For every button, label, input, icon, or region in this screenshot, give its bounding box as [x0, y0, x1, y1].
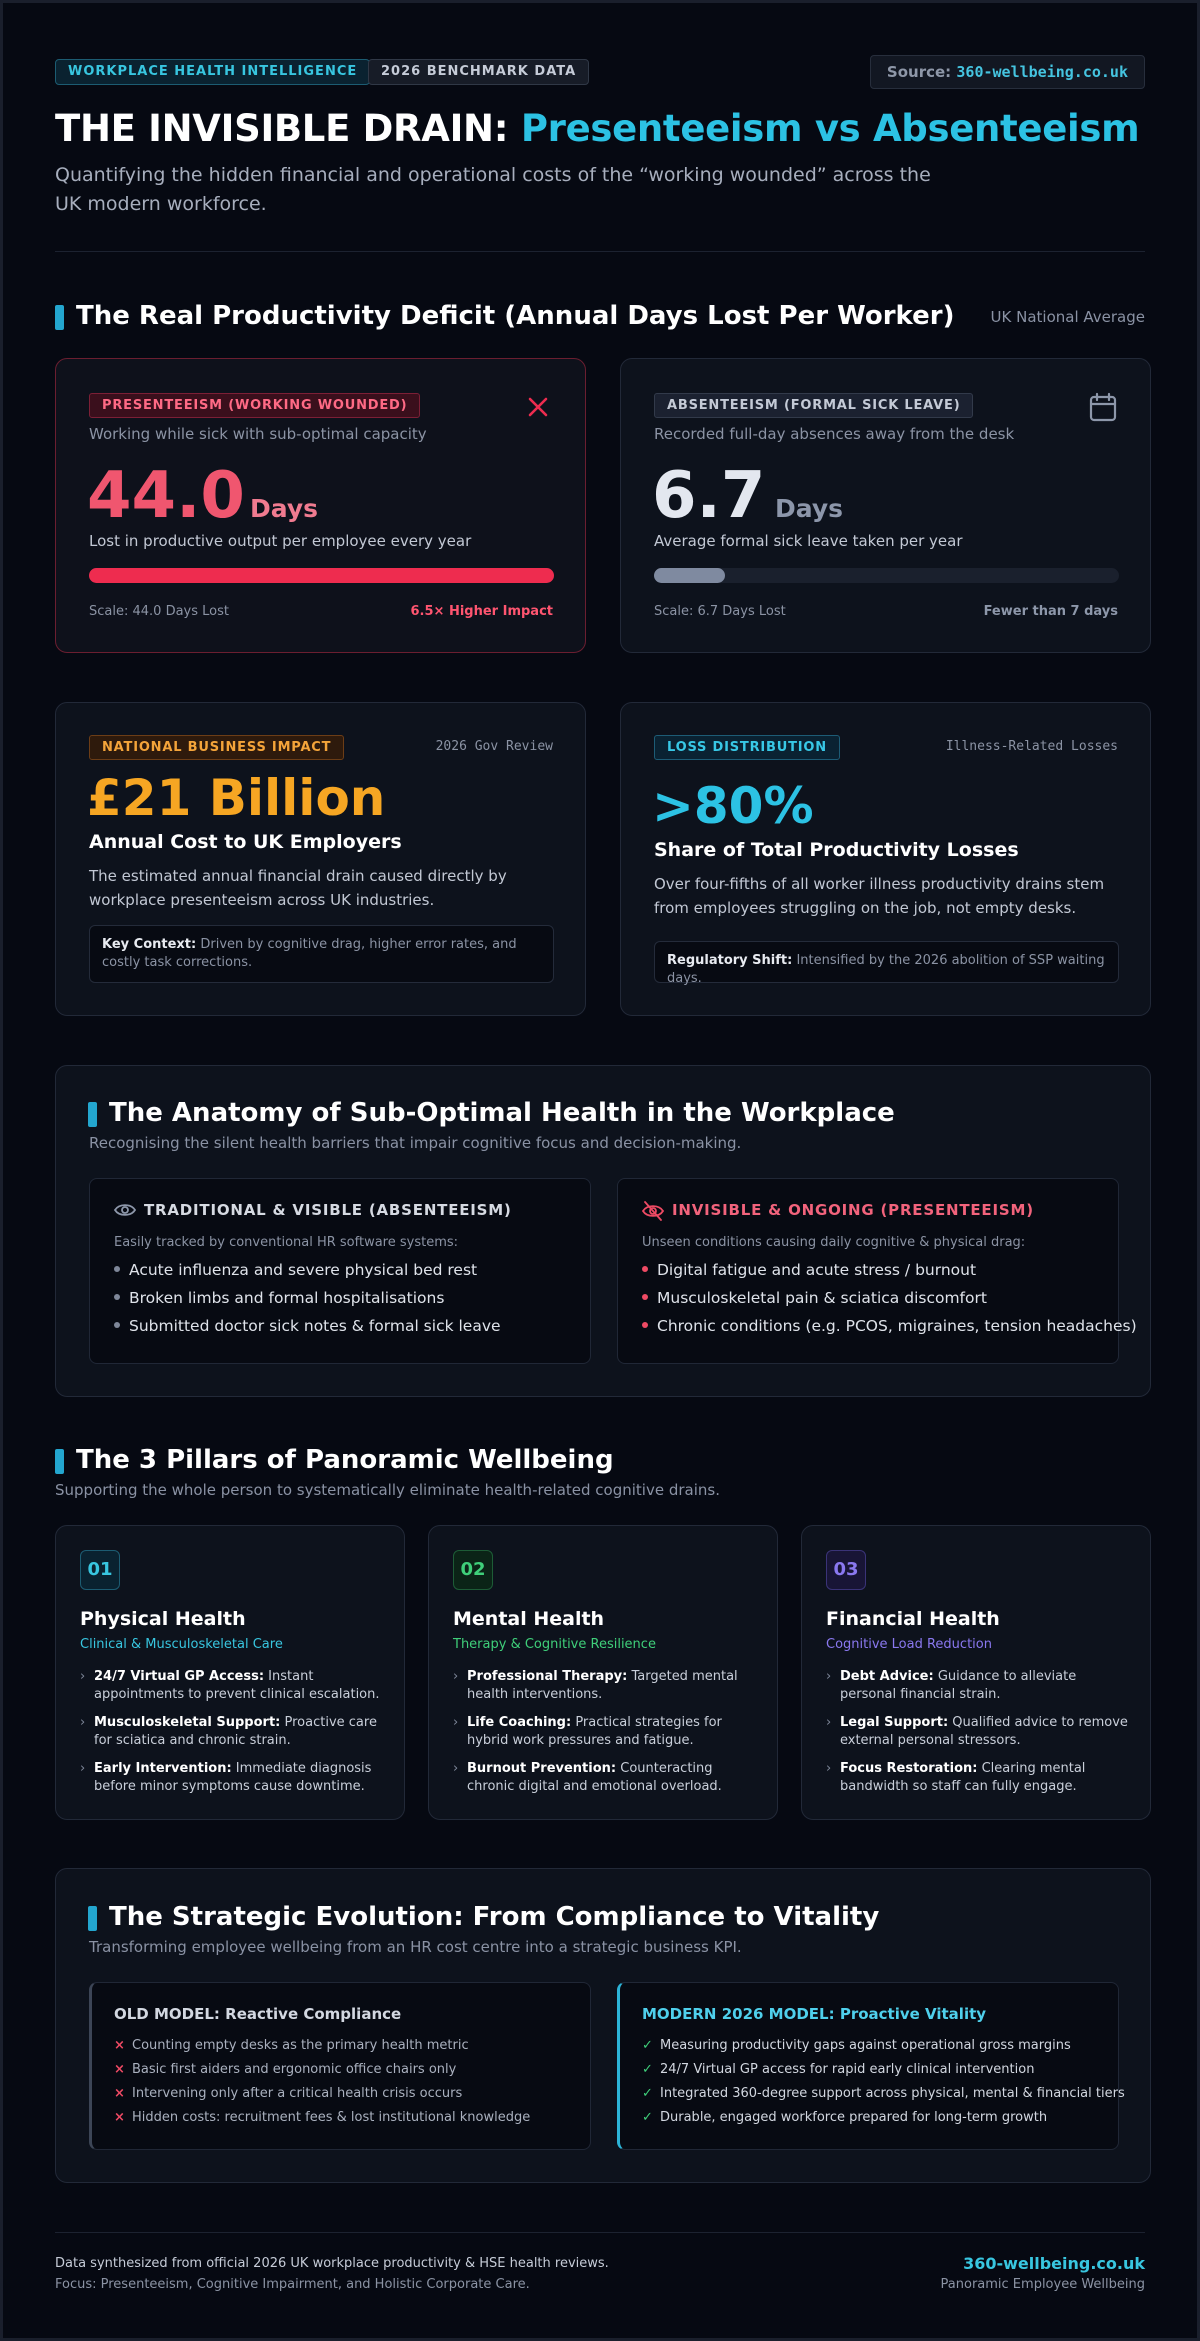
source-link[interactable]: 360-wellbeing.co.uk [956, 63, 1128, 81]
presenteeism-description: Working while sick with sub-optimal capacity [89, 425, 427, 443]
evolution-section [55, 1868, 1151, 2183]
pillars-title: The 3 Pillars of Panoramic Wellbeing [76, 1445, 614, 1475]
pillar-point: › Legal Support: Qualified advice to remove external personal stressors. [826, 1715, 1128, 1748]
anatomy-title: The Anatomy of Sub-Optimal Health in the Workplace [109, 1098, 895, 1128]
list-item: Acute influenza and severe physical bed rest [114, 1261, 477, 1279]
source-label: Source: [886, 63, 952, 81]
old-model-title: OLD MODEL: Reactive Compliance [114, 2005, 402, 2023]
evolution-title: The Strategic Evolution: From Compliance to Vitality [109, 1902, 880, 1932]
invisible-health-panel [617, 1178, 1137, 1364]
old-model-item: × Hidden costs: recruitment fees & lost institutional knowledge [114, 2110, 531, 2125]
business-impact-value: £21 Billion [87, 769, 386, 827]
anatomy-subtitle: Recognising the silent health barriers that impair cognitive focus and decision-making. [89, 1134, 742, 1152]
deficit-section-title: The Real Productivity Deficit (Annual Days Lost Per Worker) [76, 301, 955, 331]
pillars-subtitle: Supporting the whole person to systematically eliminate health-related cognitive drains. [55, 1481, 720, 1499]
x-icon [527, 396, 549, 418]
page-title-accent: Presenteeism vs Absenteeism [520, 107, 1140, 150]
pillar-card-physical [55, 1525, 405, 1820]
footer-divider [55, 2232, 1145, 2233]
footer-brand-link[interactable]: 360-wellbeing.co.uk [963, 2254, 1145, 2273]
deficit-section-scope: UK National Average [990, 308, 1145, 326]
page-subtitle: Quantifying the hidden financial and operational costs of the “working wounded” across the UK modern workforce. [55, 164, 931, 215]
pillar-point: › Life Coaching: Practical strategies for hybrid work pressures and fatigue. [453, 1715, 722, 1748]
business-impact-source: 2026 Gov Review [435, 739, 553, 754]
absenteeism-value: 6.7 [652, 459, 766, 533]
business-impact-note [89, 925, 554, 983]
pillar-title: Financial Health [826, 1608, 1000, 1630]
visible-health-intro: Easily tracked by conventional HR software systems: [114, 1235, 459, 1250]
modern-model-item: ✓ 24/7 Virtual GP access for rapid early clinical intervention [642, 2062, 1035, 2077]
section-marker [88, 1102, 97, 1127]
presenteeism-card [55, 358, 586, 653]
footer-focus-note: Focus: Presenteeism, Cognitive Impairment, and Holistic Corporate Care. [55, 2277, 530, 2292]
presenteeism-progress-fill [89, 568, 554, 583]
old-model-item: × Counting empty desks as the primary health metric [114, 2038, 469, 2053]
business-impact-note-text: Driven by cognitive drag, higher error rates, and costly task corrections. [102, 937, 517, 970]
loss-distribution-scope: Illness-Related Losses [945, 739, 1118, 754]
absenteeism-comparison: Fewer than 7 days [983, 604, 1118, 619]
list-item: Digital fatigue and acute stress / burnout [642, 1261, 976, 1279]
header-tag-primary: WORKPLACE HEALTH INTELLIGENCE [55, 59, 370, 85]
old-model-item: × Intervening only after a critical health crisis occurs [114, 2086, 463, 2101]
absenteeism-unit: Days [775, 494, 844, 523]
section-marker [88, 1906, 97, 1931]
list-item: Chronic conditions (e.g. PCOS, migraines, tension headaches) [642, 1317, 1137, 1335]
invisible-health-title: INVISIBLE & ONGOING (PRESENTEEISM) [672, 1201, 1034, 1219]
absenteeism-caption: Average formal sick leave taken per year [654, 532, 963, 550]
section-marker [55, 1449, 64, 1474]
loss-distribution-badge: LOSS DISTRIBUTION [654, 735, 840, 760]
pillar-point: › Early Intervention: Immediate diagnosis before minor symptoms cause downtime. [80, 1761, 372, 1794]
footer-brand-tagline: Panoramic Employee Wellbeing [940, 2277, 1145, 2292]
eye-icon [114, 1202, 136, 1218]
source-badge[interactable] [870, 55, 1145, 89]
pillar-point: › Professional Therapy: Targeted mental health interventions. [453, 1669, 738, 1702]
invisible-health-intro: Unseen conditions causing daily cognitive & physical drag: [642, 1235, 1026, 1250]
pillar-point: › Debt Advice: Guidance to alleviate personal financial strain. [826, 1669, 1077, 1702]
pillar-point: › Musculoskeletal Support: Proactive care for sciatica and chronic strain. [80, 1715, 377, 1748]
eye-off-icon [642, 1201, 664, 1221]
calendar-icon [1089, 392, 1117, 422]
header-tag-secondary: 2026 BENCHMARK DATA [368, 59, 589, 85]
list-item: Submitted doctor sick notes & formal sick leave [114, 1317, 501, 1335]
loss-distribution-note [654, 941, 1119, 986]
list-item: Musculoskeletal pain & sciatica discomfort [642, 1289, 987, 1307]
section-marker [55, 305, 64, 330]
business-impact-title: Annual Cost to UK Employers [89, 831, 402, 853]
modern-model-title: MODERN 2026 MODEL: Proactive Vitality [642, 2005, 987, 2023]
page-title [55, 107, 1139, 150]
presenteeism-badge: PRESENTEEISM (WORKING WOUNDED) [89, 393, 420, 418]
pillar-card-mental [428, 1525, 778, 1820]
business-impact-body: The estimated annual financial drain caused directly by workplace presenteeism across UK industries. [89, 867, 507, 909]
absenteeism-badge: ABSENTEEISM (FORMAL SICK LEAVE) [654, 393, 973, 418]
business-impact-card [55, 702, 586, 1016]
presenteeism-progress-track [89, 568, 554, 583]
absenteeism-description: Recorded full-day absences away from the desk [654, 425, 1015, 443]
list-item: Broken limbs and formal hospitalisations [114, 1289, 444, 1307]
pillar-title: Physical Health [80, 1608, 246, 1630]
pillar-point: › Focus Restoration: Clearing mental bandwidth so staff can fully engage. [826, 1761, 1086, 1794]
loss-distribution-note-text: Intensified by the 2026 abolition of SSP waiting days. [667, 953, 1105, 986]
loss-distribution-value: >80% [652, 777, 814, 835]
modern-model-item: ✓ Integrated 360-degree support across physical, mental & financial tiers [642, 2086, 1125, 2101]
absenteeism-progress-track [654, 568, 1119, 583]
loss-distribution-body: Over four-fifths of all worker illness productivity drains stem from employees struggling on the job, not empty desks. [654, 875, 1105, 917]
pillar-subtitle: Therapy & Cognitive Resilience [453, 1637, 656, 1652]
pillar-point: › 24/7 Virtual GP Access: Instant appointments to prevent clinical escalation. [80, 1669, 380, 1702]
pillar-number: 01 [80, 1550, 120, 1590]
pillar-subtitle: Clinical & Musculoskeletal Care [80, 1637, 283, 1652]
absenteeism-progress-fill [654, 568, 725, 583]
pillar-number: 03 [826, 1550, 866, 1590]
pillar-card-financial [801, 1525, 1151, 1820]
visible-health-title: TRADITIONAL & VISIBLE (ABSENTEEISM) [144, 1201, 512, 1219]
loss-distribution-title: Share of Total Productivity Losses [654, 839, 1019, 861]
page-title-lead: THE INVISIBLE DRAIN: [55, 107, 509, 150]
pillar-subtitle: Cognitive Load Reduction [826, 1637, 992, 1652]
anatomy-section [55, 1065, 1151, 1397]
presenteeism-value: 44.0 [87, 459, 245, 533]
old-model-item: × Basic first aiders and ergonomic office chairs only [114, 2062, 457, 2077]
presenteeism-impact: 6.5× Higher Impact [410, 604, 553, 619]
pillar-point: › Burnout Prevention: Counteracting chronic digital and emotional overload. [453, 1761, 722, 1794]
footer-source-note: Data synthesized from official 2026 UK workplace productivity & HSE health reviews. [55, 2256, 609, 2271]
pillar-title: Mental Health [453, 1608, 605, 1630]
evolution-subtitle: Transforming employee wellbeing from an HR cost centre into a strategic business KPI. [89, 1938, 742, 1956]
business-impact-badge: NATIONAL BUSINESS IMPACT [89, 735, 344, 760]
modern-model-item: ✓ Durable, engaged workforce prepared for long-term growth [642, 2110, 1048, 2125]
loss-distribution-card [620, 702, 1151, 1016]
modern-model-item: ✓ Measuring productivity gaps against operational gross margins [642, 2038, 1071, 2053]
header-divider [55, 251, 1145, 252]
presenteeism-caption: Lost in productive output per employee every year [89, 532, 472, 550]
visible-health-panel [89, 1178, 591, 1364]
business-impact-note-label: Key Context: [102, 937, 197, 952]
presenteeism-unit: Days [250, 494, 319, 523]
absenteeism-scale: Scale: 6.7 Days Lost [654, 604, 786, 619]
loss-distribution-note-label: Regulatory Shift: [667, 953, 793, 968]
old-model-panel [89, 1982, 591, 2150]
absenteeism-card [620, 358, 1151, 653]
presenteeism-scale: Scale: 44.0 Days Lost [89, 604, 229, 619]
modern-model-panel [617, 1982, 1125, 2150]
pillar-number: 02 [453, 1550, 493, 1590]
